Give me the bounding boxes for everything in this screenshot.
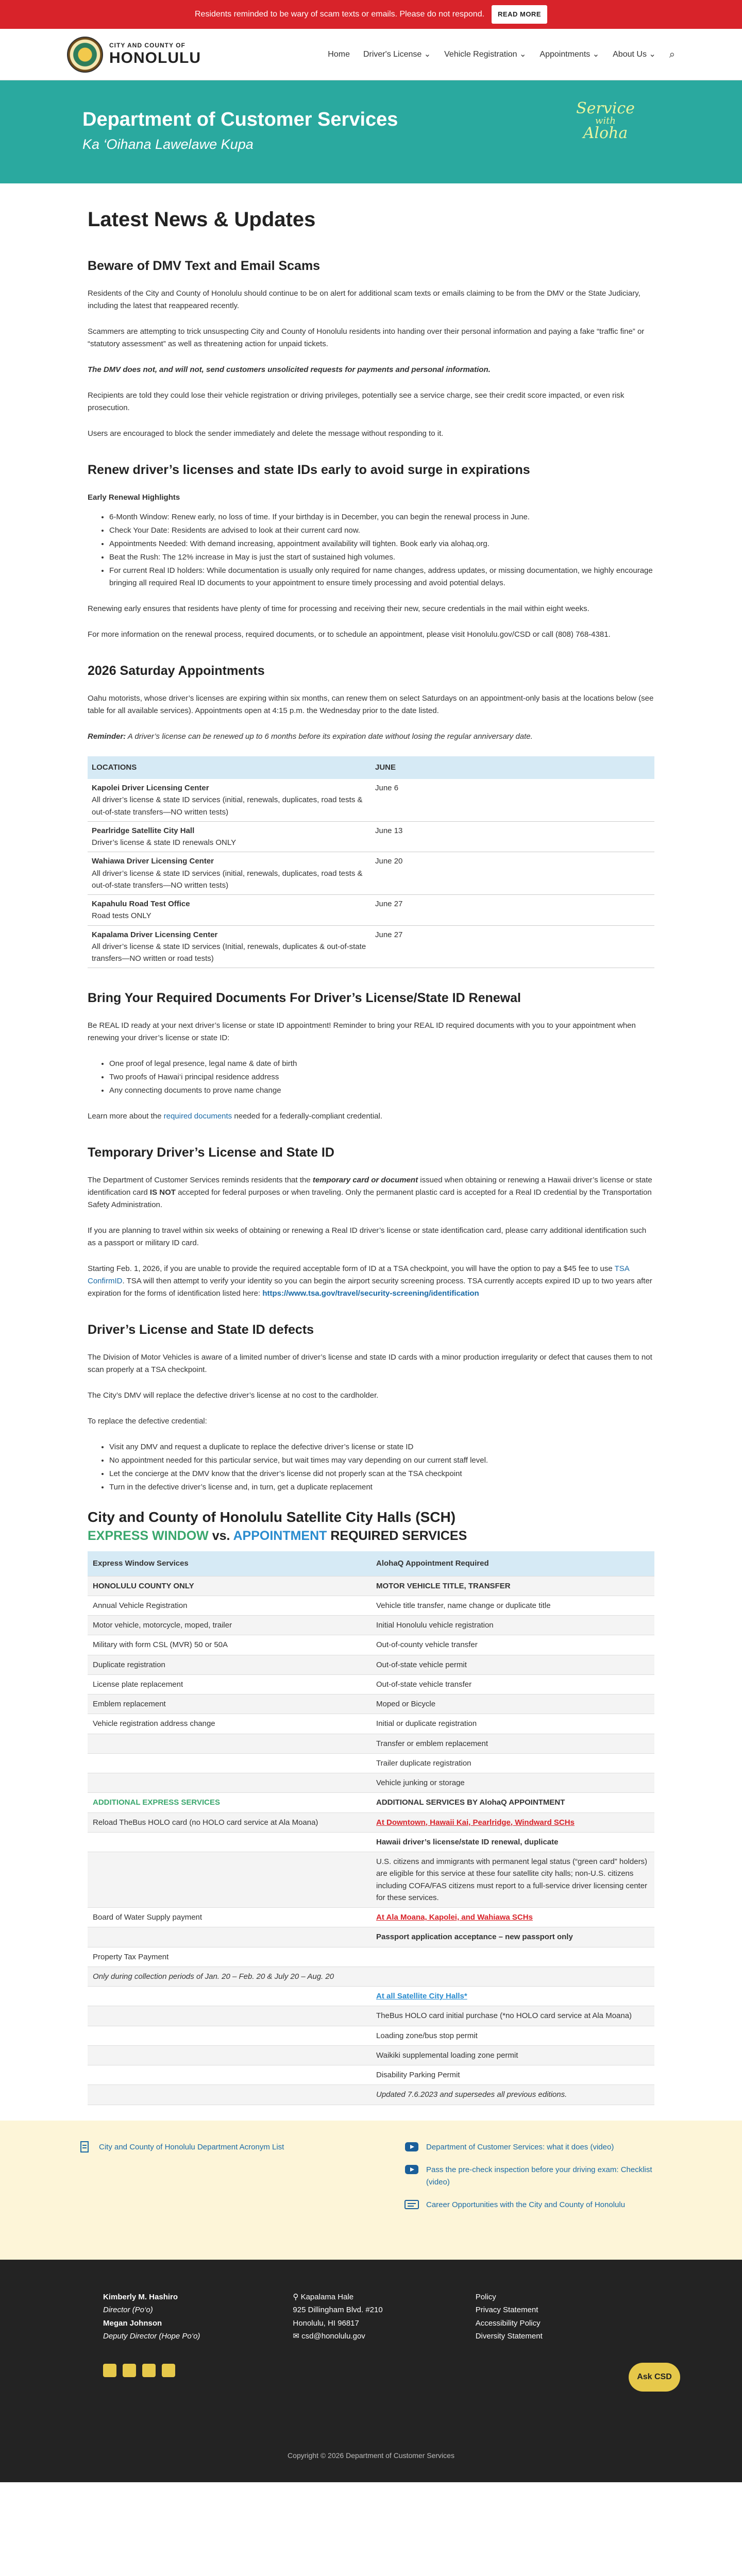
facebook-icon[interactable]	[103, 2364, 116, 2377]
reminder-text: A driver’s license can be renewed up to 6 months before its expiration date without losing the regular anniversary date.	[126, 732, 533, 741]
sch-title: City and County of Honolulu Satellite City Halls (SCH)	[88, 1509, 456, 1526]
policy-link[interactable]: Policy	[475, 2292, 496, 2301]
chevron-down-icon: ⌄	[519, 49, 527, 59]
documents-heading: Bring Your Required Documents For Driver’s License/State ID Renewal	[88, 991, 521, 1006]
temporary-paragraph: If you are planning to travel within six weeks of obtaining or renewing a Real ID driver’s license or state identification card, please carry additional identification such as a passport or military ID card.	[88, 1226, 647, 1248]
privacy-link[interactable]: Privacy Statement	[475, 2306, 538, 2315]
list-item: • Any connecting documents to prove name change	[109, 1084, 654, 1097]
documents-learn-more	[88, 1110, 654, 1123]
footer-link-label[interactable]: Department of Customer Services: what it does (video)	[426, 2142, 614, 2151]
director-name: Kimberly M. Hashiro	[103, 2292, 178, 2301]
table-cell: TheBus HOLO card initial purchase (*no HOLO card service at Ala Moana)	[371, 2006, 654, 2026]
table-cell: Out-of-state vehicle transfer	[371, 1674, 654, 1694]
ask-csd-chat-button[interactable]: Ask CSD	[629, 2363, 680, 2392]
nav-drivers-license[interactable]	[363, 48, 431, 61]
scam-paragraph: Scammers are attempting to trick unsuspecting City and County of Honolulu residents into handing over their personal information and paying a fake “traffic fine” or “statutory assessment” as well as threatening action for unpaid tickets.	[88, 327, 645, 348]
footer-links	[0, 2121, 742, 2260]
document-icon	[77, 2141, 92, 2153]
table-row	[88, 821, 654, 852]
instagram-icon[interactable]	[142, 2364, 156, 2377]
documents-list	[109, 1058, 654, 1097]
table-cell: Moped or Bicycle	[371, 1694, 654, 1714]
director-role: Director (Po‘o)	[103, 2306, 153, 2315]
saturday-locations-table	[88, 756, 654, 968]
site-footer	[0, 2260, 742, 2482]
footer-links-left	[77, 2141, 338, 2260]
footer-links-right	[404, 2141, 665, 2260]
table-cell: Vehicle registration address change	[88, 1714, 371, 1734]
table-row	[88, 1576, 654, 1596]
list-item: • Turn in the defective driver’s license and, in turn, get a duplicate replacement	[109, 1481, 654, 1494]
list-item: • For current Real ID holders: While documentation is usually only required for name changes, address updates, or missing documentation, we highly encourage bringing all required Real ID documents to your appointment to ensure timely processing and avoid potential delays.	[109, 565, 654, 589]
footer-link-label[interactable]: Career Opportunities with the City and County of Honolulu	[426, 2200, 626, 2209]
reminder-label: Reminder:	[88, 732, 126, 741]
saturday-reminder	[88, 731, 654, 743]
text-span: Starting Feb. 1, 2026, if you are unable to provide the required acceptable form of ID at a TSA checkpoint, you will have the option to pay a $45 fee to use	[88, 1264, 615, 1274]
location-cell	[88, 852, 371, 895]
accessibility-link[interactable]: Accessibility Policy	[475, 2318, 541, 2328]
alert-banner	[0, 0, 742, 29]
city-seal-logo[interactable]	[67, 37, 103, 73]
list-item: • Appointments Needed: With demand increasing, appointment availability will tighten. Book early via alohaq.org.	[109, 538, 654, 550]
table-row	[88, 1773, 654, 1793]
table-cell	[88, 2006, 371, 2026]
table-cell: Vehicle title transfer, name change or duplicate title	[371, 1596, 654, 1615]
table-cell	[88, 1753, 371, 1773]
youtube-icon	[404, 2164, 419, 2175]
table-cell	[88, 1832, 371, 1852]
scam-paragraph: Recipients are told they could lose their vehicle registration or driving privileges, potentially see a service charge, see their credit score impacted, or even risk prosecution.	[88, 391, 625, 412]
location-cell	[88, 821, 371, 852]
footer-link-label[interactable]: City and County of Honolulu Department Acronym List	[99, 2142, 284, 2151]
hero-banner	[0, 80, 742, 183]
address-line: Kapalama Hale	[300, 2292, 354, 2301]
table-cell: Updated 7.6.2023 and supersedes all previous editions.	[371, 2085, 654, 2105]
scam-warning: The DMV does not, and will not, send customers unsolicited requests for payments and personal information.	[88, 365, 491, 374]
table-cell: Only during collection periods of Jan. 20 – Feb. 20 & July 20 – Aug. 20	[88, 1967, 371, 1986]
site-logo-text[interactable]	[109, 42, 201, 66]
text-span: issued when obtaining or renewing a Hawaii driver’s license or state identification card	[88, 1176, 652, 1197]
aloha-logo-line: Service	[576, 99, 635, 117]
text-span: EXPRESS WINDOW	[88, 1529, 209, 1544]
table-row	[88, 1927, 654, 1947]
saturday-heading: 2026 Saturday Appointments	[88, 664, 265, 678]
address-line: Honolulu, HI 96817	[293, 2318, 359, 2328]
service-with-aloha-logo	[572, 101, 639, 158]
tsa-identification-link[interactable]: https://www.tsa.gov/travel/security-screening/identification	[262, 1289, 479, 1298]
table-cell: Annual Vehicle Registration	[88, 1596, 371, 1615]
date-cell: June 6	[371, 779, 654, 821]
table-cell	[371, 1947, 654, 1967]
sch-services-table	[88, 1551, 654, 2105]
copyright: Copyright © 2026 Department of Customer Services	[288, 2451, 454, 2460]
location-cell	[88, 925, 371, 968]
list-item: • One proof of legal presence, legal name & date of birth	[109, 1058, 654, 1070]
location-name: Wahiawa Driver Licensing Center	[92, 857, 214, 866]
table-row	[88, 1987, 654, 2006]
csd-video-link[interactable]	[404, 2141, 665, 2154]
location-desc: All driver’s license & state ID services (initial, renewals, duplicates, road tests & out-of-state transfers—NO written tests)	[92, 795, 363, 817]
location-pin-icon-row	[293, 2291, 382, 2304]
nav-about-us[interactable]	[613, 48, 656, 61]
table-row	[88, 2045, 654, 2065]
aloha-logo-line: Aloha	[583, 124, 628, 142]
table-row	[88, 1832, 654, 1852]
table-row	[88, 1852, 654, 1908]
location-desc: Road tests ONLY	[92, 911, 151, 921]
table-cell: Military with form CSL (MVR) 50 or 50A	[88, 1635, 371, 1655]
footer-link-label[interactable]: Pass the pre-check inspection before your driving exam: Checklist (video)	[426, 2165, 652, 2187]
department-title: Department of Customer Services	[82, 108, 398, 130]
table-cell: Disability Parking Permit	[371, 2065, 654, 2085]
renew-paragraph: Renewing early ensures that residents have plenty of time for processing and receiving their new, secure credentials in the mail within eight weeks.	[88, 604, 589, 613]
page-title: Latest News & Updates	[88, 208, 316, 231]
table-header-row	[88, 756, 654, 779]
diversity-link[interactable]: Diversity Statement	[475, 2332, 543, 2341]
table-row	[88, 1812, 654, 1832]
nav-appointments-label: Appointments	[539, 49, 591, 59]
footer-policies	[476, 2291, 543, 2343]
table-cell	[88, 2065, 371, 2085]
date-cell: June 27	[371, 925, 654, 968]
table-cell: Transfer or emblem replacement	[371, 1734, 654, 1753]
footer-contacts	[103, 2291, 200, 2343]
text-span: REQUIRED SERVICES	[327, 1529, 467, 1544]
table-row	[88, 1694, 654, 1714]
table-row	[88, 2085, 654, 2105]
all-sch-link[interactable]: At all Satellite City Halls*	[371, 1987, 654, 2006]
list-item: • Visit any DMV and request a duplicate to replace the defective driver’s license or state ID	[109, 1441, 654, 1453]
scam-paragraph: Residents of the City and County of Honolulu should continue to be on alert for additional scam texts or emails claiming to be from the DMV or the State Judiciary, including the latest that reappeared recently.	[88, 289, 640, 310]
table-cell: U.S. citizens and immigrants with permanent legal status (“green card” holders) are eligible for this service at these four satellite city halls; non-U.S. citizens including COFA/FAS citizens must report to a full-service driver licensing center for these services.	[371, 1852, 654, 1908]
search-icon[interactable]: ⌕	[669, 48, 675, 60]
temporary-heading: Temporary Driver’s License and State ID	[88, 1145, 334, 1160]
defects-heading: Driver’s License and State ID defects	[88, 1323, 314, 1337]
table-row	[88, 1635, 654, 1655]
social-links	[103, 2364, 639, 2377]
table-row	[88, 2006, 654, 2026]
text-span: needed for a federally-compliant credential.	[232, 1112, 383, 1121]
renew-paragraph: For more information on the renewal process, required documents, or to schedule an appointment, please visit Honolulu.gov/CSD or call (808) 768-4381.	[88, 630, 611, 639]
table-cell: Property Tax Payment	[88, 1947, 371, 1967]
table-row	[88, 1655, 654, 1674]
table-row	[88, 2026, 654, 2045]
table-row	[88, 1674, 654, 1694]
nav-about-us-label: About Us	[613, 49, 647, 59]
text-span: Learn more about the	[88, 1112, 164, 1121]
table-cell: Out-of-county vehicle transfer	[371, 1635, 654, 1655]
defects-list	[109, 1441, 654, 1494]
location-desc: All driver’s license & state ID services (Initial, renewals, duplicates & out-of-state transfers—NO written or road tests)	[92, 942, 366, 963]
deputy-name: Megan Johnson	[103, 2318, 162, 2328]
documents-paragraph: Be REAL ID ready at your next driver’s license or state ID appointment! Reminder to bring your REAL ID required documents with you to your appointment when renewing your driver’s license or state ID:	[88, 1021, 636, 1043]
tsa-confirmid-link[interactable]: TSA ConfirmID	[88, 1264, 629, 1286]
table-header-row	[88, 1551, 654, 1576]
list-item: • Check Your Date: Residents are advised to look at their current card now.	[109, 524, 654, 537]
table-cell: Emblem replacement	[88, 1694, 371, 1714]
location-name: Kapalama Driver Licensing Center	[92, 930, 218, 939]
appointment-column-header: AlohaQ Appointment Required	[371, 1551, 654, 1576]
table-row	[88, 1734, 654, 1753]
table-cell: License plate replacement	[88, 1674, 371, 1694]
nav-appointments[interactable]	[539, 48, 599, 61]
table-cell: Hawaii driver’s license/state ID renewal, duplicate	[371, 1832, 654, 1852]
scam-paragraph: Users are encouraged to block the sender immediately and delete the message without responding to it.	[88, 429, 444, 438]
text-span: . TSA will then attempt to verify your identity so you can begin the airport security screening process. TSA currently accepts expired ID up to two years after expiration for the forms of identification listed here:	[88, 1277, 652, 1298]
email-link[interactable]: csd@honolulu.gov	[301, 2332, 365, 2341]
aloha-logo-line: with	[595, 115, 616, 126]
alert-text: Residents reminded to be wary of scam texts or emails. Please do not respond.	[194, 10, 485, 19]
precheck-video-link[interactable]	[404, 2164, 665, 2189]
text-span: vs.	[208, 1529, 233, 1544]
list-item: • Let the concierge at the DMV know that the driver’s license did not properly scan at the TSA checkpoint	[109, 1468, 654, 1480]
express-column-header: Express Window Services	[88, 1551, 371, 1576]
location-name: Pearlridge Satellite City Hall	[92, 826, 195, 835]
renew-heading: Renew driver’s licenses and state IDs early to avoid surge in expirations	[88, 463, 530, 477]
table-row	[88, 1793, 654, 1812]
text-span: The Department of Customer Services reminds residents that the	[88, 1176, 313, 1185]
text-span: accepted for federal purposes or when traveling. Only the permanent plastic card is accepted for a Real ID credential by the Transportation Safety Administration.	[88, 1188, 652, 1210]
list-item: • 6-Month Window: Renew early, no loss of time. If your birthday is in December, you can begin the renewal process in June.	[109, 511, 654, 523]
main-nav	[328, 46, 675, 63]
sch-subtitle	[88, 1526, 654, 1546]
site-header	[0, 29, 742, 80]
table-row	[88, 852, 654, 895]
nav-vehicle-registration[interactable]	[444, 48, 526, 61]
locations-column-header: LOCATIONS	[88, 756, 371, 779]
table-cell: ADDITIONAL SERVICES BY AlohaQ APPOINTMENT	[371, 1793, 654, 1812]
table-cell: ADDITIONAL EXPRESS SERVICES	[88, 1793, 371, 1812]
table-row	[88, 1967, 654, 1986]
table-cell: Vehicle junking or storage	[371, 1773, 654, 1793]
text-span: APPOINTMENT	[233, 1529, 327, 1544]
table-cell: Board of Water Supply payment	[88, 1908, 371, 1927]
deputy-role: Deputy Director (Hope Po‘o)	[103, 2332, 200, 2341]
table-row	[88, 925, 654, 968]
date-cell: June 20	[371, 852, 654, 895]
list-item: • No appointment needed for this particular service, but wait times may vary depending on our current staff level.	[109, 1454, 654, 1467]
sch-locations-link[interactable]: At Ala Moana, Kapolei, and Wahiawa SCHs	[371, 1908, 654, 1927]
nav-home[interactable]: Home	[328, 49, 350, 59]
location-name: Kapahulu Road Test Office	[92, 900, 190, 908]
table-cell	[88, 2026, 371, 2045]
table-cell: HONOLULU COUNTY ONLY	[88, 1576, 371, 1596]
temporary-paragraph	[88, 1263, 654, 1300]
logo-small-text: CITY AND COUNTY OF	[109, 42, 185, 49]
table-cell: MOTOR VEHICLE TITLE, TRANSFER	[371, 1576, 654, 1596]
location-pin-icon: ⚲	[293, 2292, 301, 2301]
chevron-down-icon: ⌄	[592, 49, 600, 59]
table-row	[88, 1908, 654, 1927]
table-cell	[371, 1967, 654, 1986]
table-cell: Trailer duplicate registration	[371, 1753, 654, 1773]
table-row	[88, 1616, 654, 1635]
table-cell: Out-of-state vehicle permit	[371, 1655, 654, 1674]
location-desc: All driver’s license & state ID services (initial, renewals, duplicates, road tests & out-of-state transfers—NO written tests)	[92, 869, 363, 890]
table-cell	[88, 1927, 371, 1947]
date-cell: June 13	[371, 821, 654, 852]
table-cell: Reload TheBus HOLO card (no HOLO card service at Ala Moana)	[88, 1812, 371, 1832]
defects-paragraph: To replace the defective credential:	[88, 1417, 207, 1426]
emphasis: temporary card or document	[312, 1176, 418, 1185]
location-cell	[88, 895, 371, 926]
sch-locations-link[interactable]: At Downtown, Hawaii Kai, Pearlridge, Windward SCHs	[371, 1812, 654, 1832]
table-cell: Duplicate registration	[88, 1655, 371, 1674]
table-cell: Loading zone/bus stop permit	[371, 2026, 654, 2045]
location-name: Kapolei Driver Licensing Center	[92, 784, 209, 792]
address-line: 925 Dillingham Blvd. #210	[293, 2306, 383, 2315]
twitter-icon[interactable]	[123, 2364, 136, 2377]
table-cell	[88, 2085, 371, 2105]
june-column-header: JUNE	[371, 756, 654, 779]
defects-paragraph: The City’s DMV will replace the defective driver’s license at no cost to the cardholder.	[88, 1391, 379, 1400]
main-content	[0, 203, 742, 2105]
saturday-paragraph: Oahu motorists, whose driver’s licenses are expiring within six months, can renew them on select Saturdays on an appointment-only basis at the locations below (see table for all available services). Appointments open at 4:15 p.m. the Wednesday prior to the date listed.	[88, 694, 654, 715]
id-card-icon	[404, 2199, 419, 2210]
location-cell	[88, 779, 371, 821]
nav-vehicle-registration-label: Vehicle Registration	[444, 49, 517, 59]
chevron-down-icon: ⌄	[424, 49, 431, 59]
renew-highlights-label: Early Renewal Highlights	[88, 493, 180, 502]
table-cell: Motor vehicle, motorcycle, moped, trailer	[88, 1616, 371, 1635]
location-desc: Driver’s license & state ID renewals ONLY	[92, 838, 237, 847]
date-cell: June 27	[371, 895, 654, 926]
read-more-button[interactable]: READ MORE	[492, 5, 547, 24]
table-cell	[88, 1773, 371, 1793]
table-cell	[88, 2045, 371, 2065]
required-documents-link[interactable]: required documents	[163, 1112, 232, 1121]
table-row	[88, 1753, 654, 1773]
envelope-icon: ✉	[293, 2332, 302, 2341]
defects-paragraph: The Division of Motor Vehicles is aware of a limited number of driver’s license and state ID cards with a minor production irregularity or defect that causes them to not scan properly at a TSA checkpoint.	[88, 1353, 652, 1375]
table-row	[88, 1596, 654, 1615]
table-row	[88, 895, 654, 926]
chevron-down-icon: ⌄	[649, 49, 656, 59]
table-cell	[88, 1734, 371, 1753]
table-row	[88, 1714, 654, 1734]
youtube-icon[interactable]	[162, 2364, 175, 2377]
table-cell: Initial Honolulu vehicle registration	[371, 1616, 654, 1635]
table-row	[88, 779, 654, 821]
table-row	[88, 2065, 654, 2085]
list-item: • Beat the Rush: The 12% increase in May is just the start of sustained high volumes.	[109, 551, 654, 564]
table-cell	[88, 1987, 371, 2006]
career-link[interactable]	[404, 2199, 665, 2211]
footer-address	[293, 2291, 382, 2343]
emphasis: IS NOT	[149, 1188, 176, 1197]
table-row	[88, 1947, 654, 1967]
table-cell: Passport application acceptance – new passport only	[371, 1927, 654, 1947]
temporary-paragraph	[88, 1174, 654, 1211]
scam-heading: Beware of DMV Text and Email Scams	[88, 259, 321, 273]
table-cell: Initial or duplicate registration	[371, 1714, 654, 1734]
list-item: • Two proofs of Hawai‘i principal residence address	[109, 1071, 654, 1083]
logo-big-text: HONOLULU	[109, 49, 201, 66]
email-row[interactable]	[293, 2330, 382, 2343]
table-cell: Waikiki supplemental loading zone permit	[371, 2045, 654, 2065]
acronym-list-link[interactable]	[77, 2141, 338, 2154]
table-cell	[88, 1852, 371, 1908]
nav-drivers-license-label: Driver's License	[363, 49, 422, 59]
youtube-icon	[404, 2141, 419, 2153]
department-subtitle: Ka ‘Oihana Lawelawe Kupa	[82, 137, 254, 152]
renew-list	[109, 511, 654, 589]
